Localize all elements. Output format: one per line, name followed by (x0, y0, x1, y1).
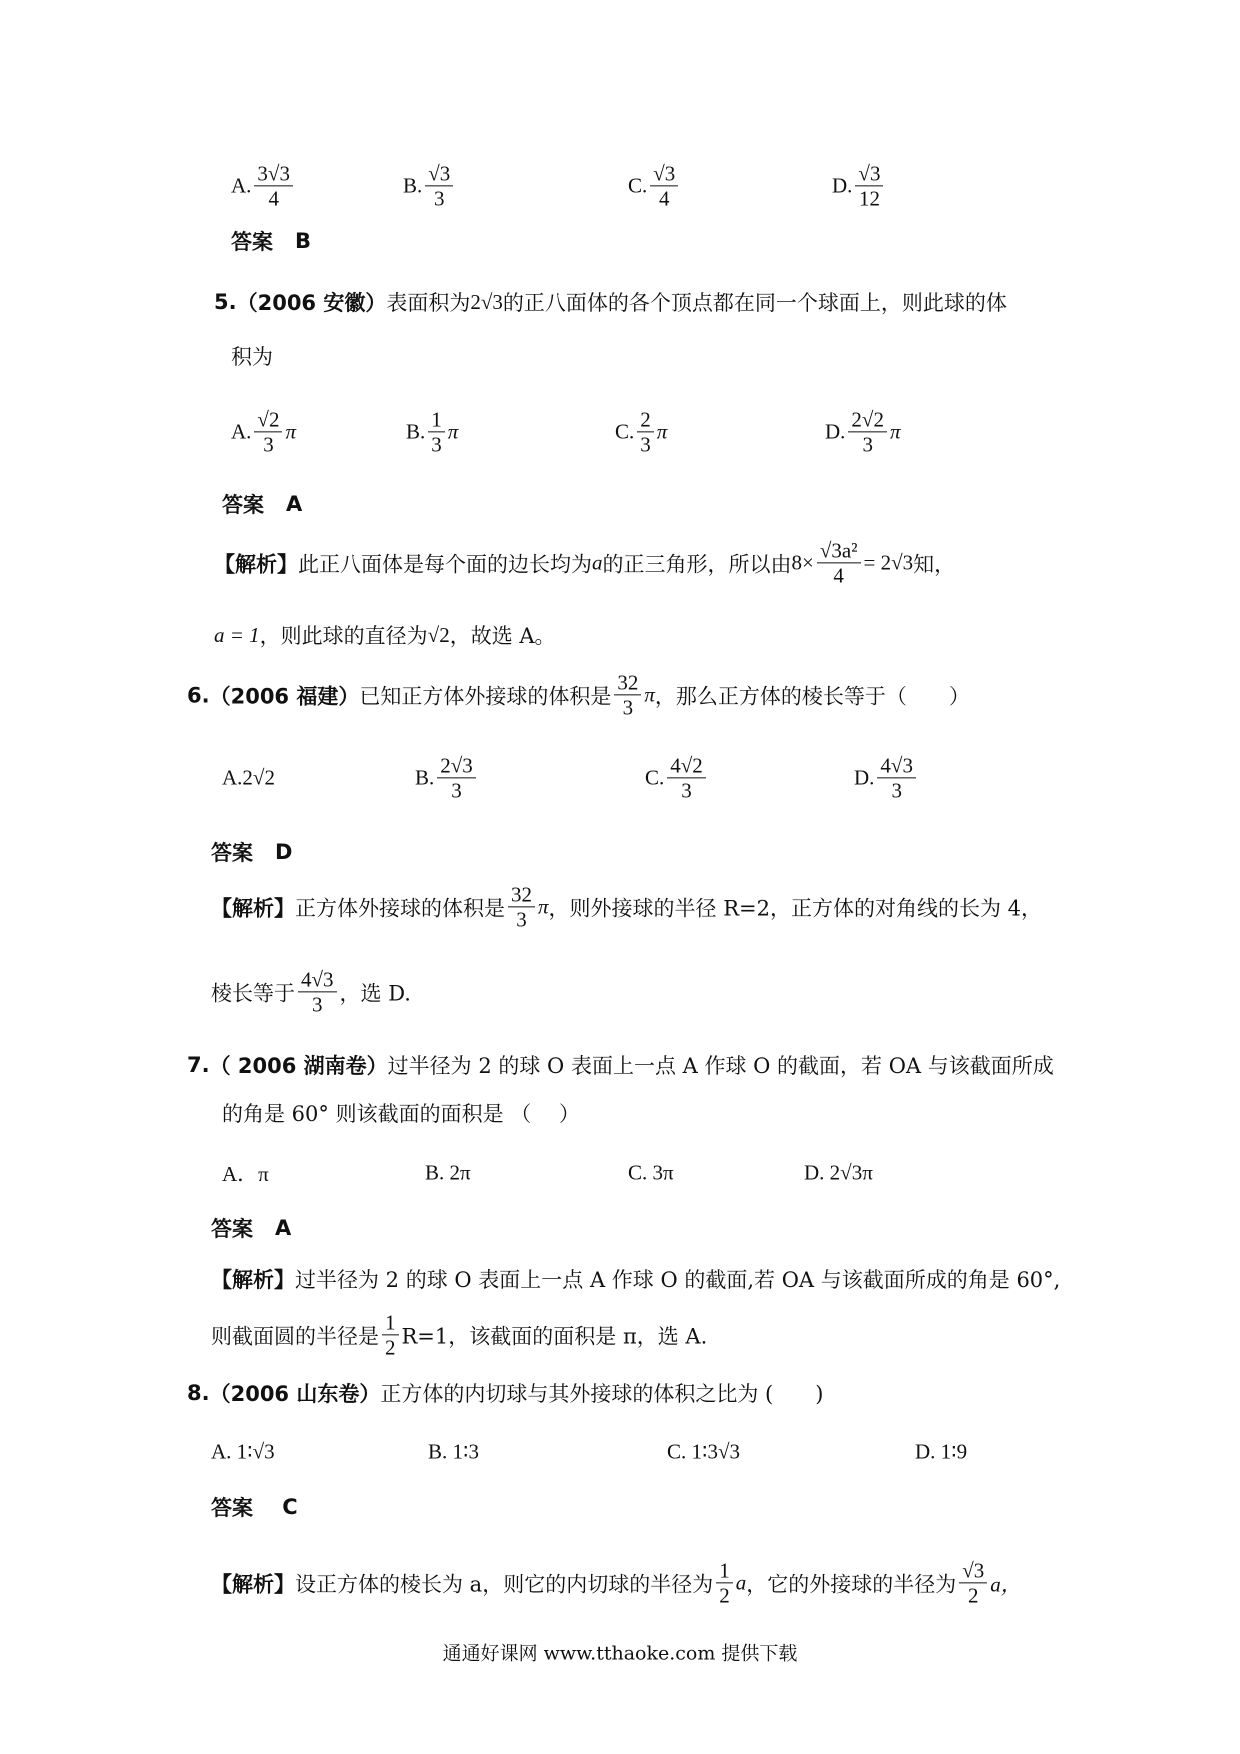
q5-analysis: 【解析】 此正八面体是每个面的边长均为 a 的正三角形，所以由 8× $\frac{\text{√3a²}}{4}$ = 2√3 知， (214, 538, 956, 588)
q5-option-b: B. $\frac{1}{3}$ π (406, 407, 459, 457)
q7-answer: 答案 A (211, 1216, 292, 1241)
q6-option-c: C. $\frac{4√2}{3}$ (645, 753, 709, 802)
q5-analysis-cont: a = 1 ，则此球的直径为 √2 ，故选 A。 (214, 622, 556, 648)
q7-analysis: 【解析】 过半径为 2 的球 O 表面上一点 A 作球 O 的截面,若 OA 与该截面所成的角是 60°, (211, 1268, 1061, 1292)
q6-answer: 答案 D (211, 840, 293, 865)
q4-option-b: B. $\frac{√3}{3}$ (403, 161, 456, 210)
q4-answer: 答案 B (231, 229, 311, 254)
q7-analysis-cont: 则截面圆的半径是 $\frac{1}{2}$ R=1，该截面的面积是 π，选 A. (211, 1310, 708, 1360)
q5-stem: 5. （2006 安徽） 表面积为 2√3 的正八面体的各个顶点都在同一个球面上，则此球的体 (214, 289, 1007, 315)
q8-option-d: D. 1∶9 (915, 1439, 968, 1464)
q6-analysis: 【解析】 正方体外接球的体积是 $\frac{32}{3}$ π ，则外接球的半径 R=2，正方体的对角线的长为 4， (211, 882, 1043, 932)
q7-stem-cont: 的角是 60° 则该截面的面积是 （ ） (222, 1102, 580, 1126)
q8-option-a: A. 1∶√3 (211, 1439, 275, 1464)
q6-stem: 6. （2006 福建） 已知正方体外接球的体积是 $\frac{32}{3}$ π ，那么正方体的棱长等于（ ） (187, 670, 970, 720)
q6-option-a: A.2 √2 (222, 765, 275, 790)
q5-option-c: C. $\frac{2}{3}$ π (615, 407, 668, 457)
q8-option-c: C. 1∶3√3 (667, 1439, 740, 1464)
q7-option-b: B. 2π (425, 1160, 471, 1185)
q8-answer: 答案 C (211, 1495, 298, 1520)
q7-stem: 7. （ 2006 湖南卷） 过半径为 2 的球 O 表面上一点 A 作球 O 的截面，若 OA 与该截面所成 (187, 1053, 1054, 1078)
q5-answer: 答案 A (222, 492, 303, 517)
q5-option-d: D. $\frac{2√2}{3}$ π (825, 407, 901, 457)
q5-stem-cont: 积为 (231, 345, 273, 369)
q4-option-c: C. $\frac{√3}{4}$ (628, 161, 681, 210)
q4-option-d: D. $\frac{√3}{12}$ (832, 161, 886, 210)
q6-option-d: D. $\frac{4√3}{3}$ (854, 753, 919, 802)
q8-stem: 8. （2006 山东卷） 正方体的内切球与其外接球的体积之比为 ( ) (187, 1381, 824, 1406)
q6-analysis-cont: 棱长等于 $\frac{4√3}{3}$ ，选 D. (211, 967, 411, 1017)
q8-option-b: B. 1∶3 (428, 1439, 479, 1464)
q7-option-d: D. 2√3π (804, 1160, 873, 1185)
q8-analysis: 【解析】 设正方体的棱长为 a，则它的内切球的半径为 $\frac{1}{2}$ a ，它的外接球的半径为 $\frac{√3}{2}$ a， (211, 1558, 1022, 1608)
page-footer: 通通好课网 www.tthaoke.com 提供下载 (442, 1642, 798, 1665)
q6-option-b: B. $\frac{2√3}{3}$ (415, 753, 479, 802)
q7-option-c: C. 3π (628, 1160, 674, 1185)
q7-option-a: A．π (222, 1162, 269, 1186)
q4-option-a: A. $\frac{3√3}{4}$ (231, 161, 296, 210)
q5-option-a: A. $\frac{√2}{3}$ π (231, 407, 296, 457)
